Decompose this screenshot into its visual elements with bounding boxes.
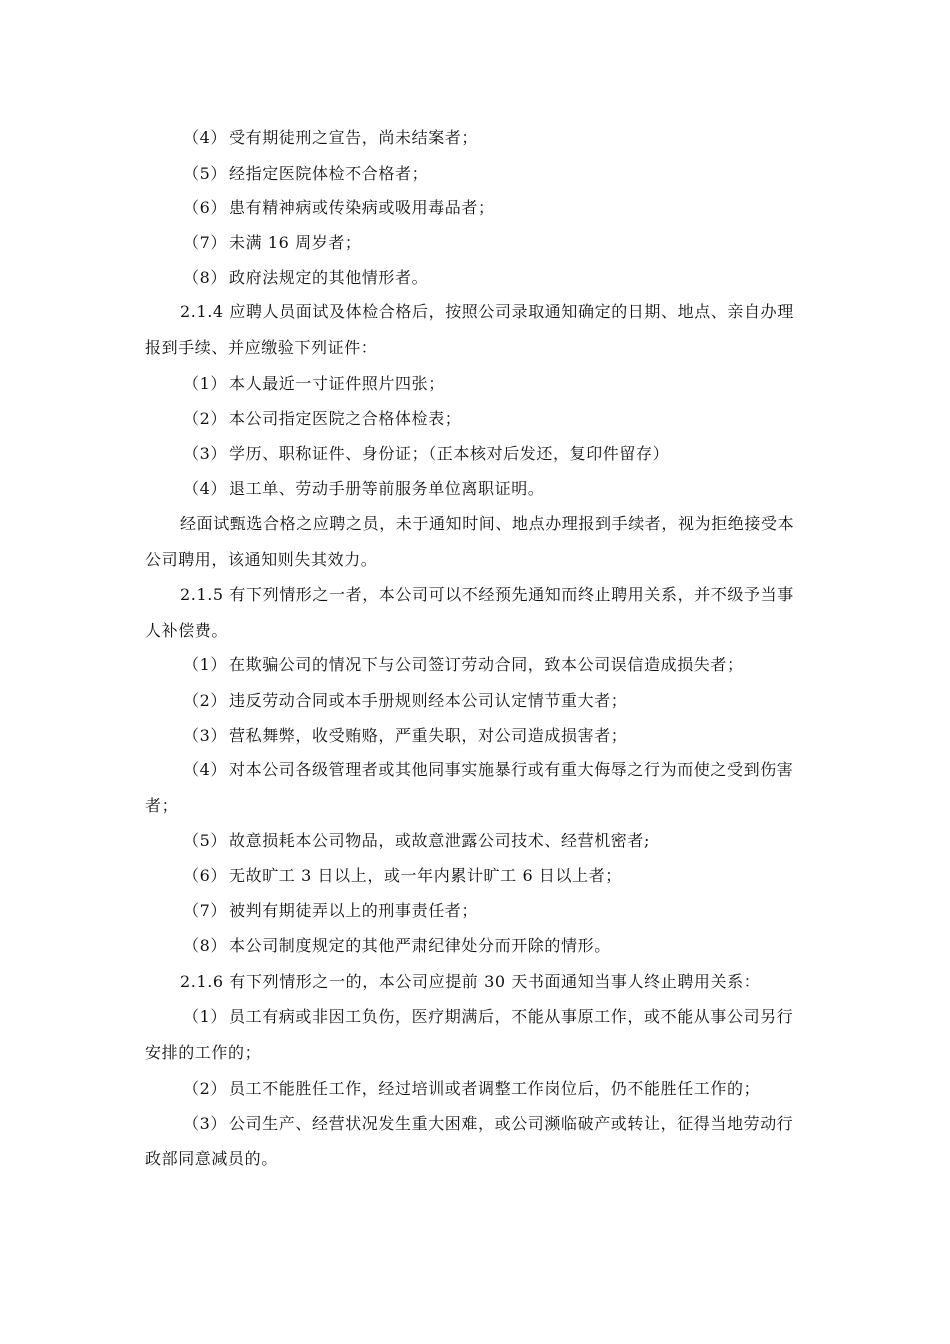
list-item-text: 学历、职称证件、身份证；（正本核对后发还，复印件留存） bbox=[229, 444, 670, 463]
list-item-number: （7） bbox=[183, 901, 227, 920]
list-item-number: （4） bbox=[183, 479, 227, 498]
list-item-text: 被判有期徒弄以上的刑事责任者； bbox=[229, 901, 479, 920]
list-item-number: （2） bbox=[183, 691, 227, 710]
list-item-text: 无故旷工 3 日以上，或一年内累计旷工 6 日以上者； bbox=[229, 866, 622, 885]
continuation-line: 安排的工作的； bbox=[145, 1043, 262, 1062]
list-item-number: （4） bbox=[183, 128, 227, 147]
continuation-line: 报到手续、并应缴验下列证件： bbox=[145, 338, 378, 357]
list-item-number: （7） bbox=[183, 233, 227, 252]
list-item-text: 本人最近一寸证件照片四张； bbox=[229, 374, 445, 393]
list-item-number: （3） bbox=[183, 1114, 227, 1133]
list-item-text: 本公司指定医院之合格体检表； bbox=[229, 409, 462, 428]
continuation-line: 政部同意减员的。 bbox=[145, 1149, 278, 1168]
paragraph-line: 2.1.5 有下列情形之一者，本公司可以不经预先通知而终止聘用关系，并不级予当事 bbox=[180, 585, 794, 604]
list-item-text: 员工不能胜任工作，经过培训或者调整工作岗位后，仍不能胜任工作的； bbox=[229, 1079, 761, 1098]
continuation-line: 人补偿费。 bbox=[145, 621, 229, 640]
list-item-number: （5） bbox=[183, 164, 227, 183]
paragraph-line: 经面试甄选合格之应聘之员，未于通知时间、地点办理报到手续者，视为拒绝接受本 bbox=[180, 514, 795, 533]
continuation-line: 公司聘用，该通知则失其效力。 bbox=[145, 550, 378, 569]
list-item-text: 违反劳动合同或本手册规则经本公司认定情节重大者； bbox=[229, 691, 628, 710]
list-item-number: （4） bbox=[183, 760, 227, 779]
list-item-text: 营私舞弊，收受贿赂，严重失职，对公司造成损害者； bbox=[229, 726, 628, 745]
continuation-line: 者； bbox=[145, 796, 179, 815]
list-item-text: 对本公司各级管理者或其他同事实施暴行或有重大侮辱之行为而使之受到伤害 bbox=[229, 760, 794, 779]
list-item-number: （2） bbox=[183, 1079, 227, 1098]
list-item-number: （6） bbox=[183, 198, 227, 217]
list-item-text: 在欺骗公司的情况下与公司签订劳动合同，致本公司误信造成损失者； bbox=[229, 655, 744, 674]
list-item-text: 政府法规定的其他情形者。 bbox=[229, 268, 429, 287]
list-item-number: （3） bbox=[183, 726, 227, 745]
list-item-text: 公司生产、经营状况发生重大困难，或公司濒临破产或转让，征得当地劳动行 bbox=[229, 1114, 794, 1133]
list-item-number: （1） bbox=[183, 655, 227, 674]
list-item-number: （6） bbox=[183, 866, 227, 885]
list-item-text: 患有精神病或传染病或吸用毒品者； bbox=[229, 198, 495, 217]
list-item-text: 退工单、劳动手册等前服务单位离职证明。 bbox=[229, 479, 545, 498]
list-item-number: （8） bbox=[183, 268, 227, 287]
list-item-text: 本公司制度规定的其他严肃纪律处分而开除的情形。 bbox=[229, 936, 611, 955]
list-item-number: （8） bbox=[183, 936, 227, 955]
list-item-number: （5） bbox=[183, 831, 227, 850]
list-item-number: （1） bbox=[183, 1007, 227, 1026]
list-item-text: 故意损耗本公司物品，或故意泄露公司技术、经营机密者; bbox=[229, 831, 650, 850]
list-item-number: （2） bbox=[183, 409, 227, 428]
list-item-text: 员工有病或非因工负伤，医疗期满后，不能从事原工作，或不能从事公司另行 bbox=[229, 1007, 794, 1026]
list-item-text: 经指定医院体检不合格者； bbox=[229, 164, 429, 183]
paragraph-line: 2.1.4 应聘人员面试及体检合格后，按照公司录取通知确定的日期、地点、亲自办理 bbox=[180, 302, 794, 321]
list-item-number: （3） bbox=[183, 444, 227, 463]
list-item-text: 未满 16 周岁者； bbox=[229, 233, 362, 252]
list-item-number: （1） bbox=[183, 374, 227, 393]
list-item-text: 受有期徒刑之宣告，尚未结案者； bbox=[229, 128, 479, 147]
paragraph-line: 2.1.6 有下列情形之一的，本公司应提前 30 天书面通知当事人终止聘用关系： bbox=[180, 972, 761, 991]
